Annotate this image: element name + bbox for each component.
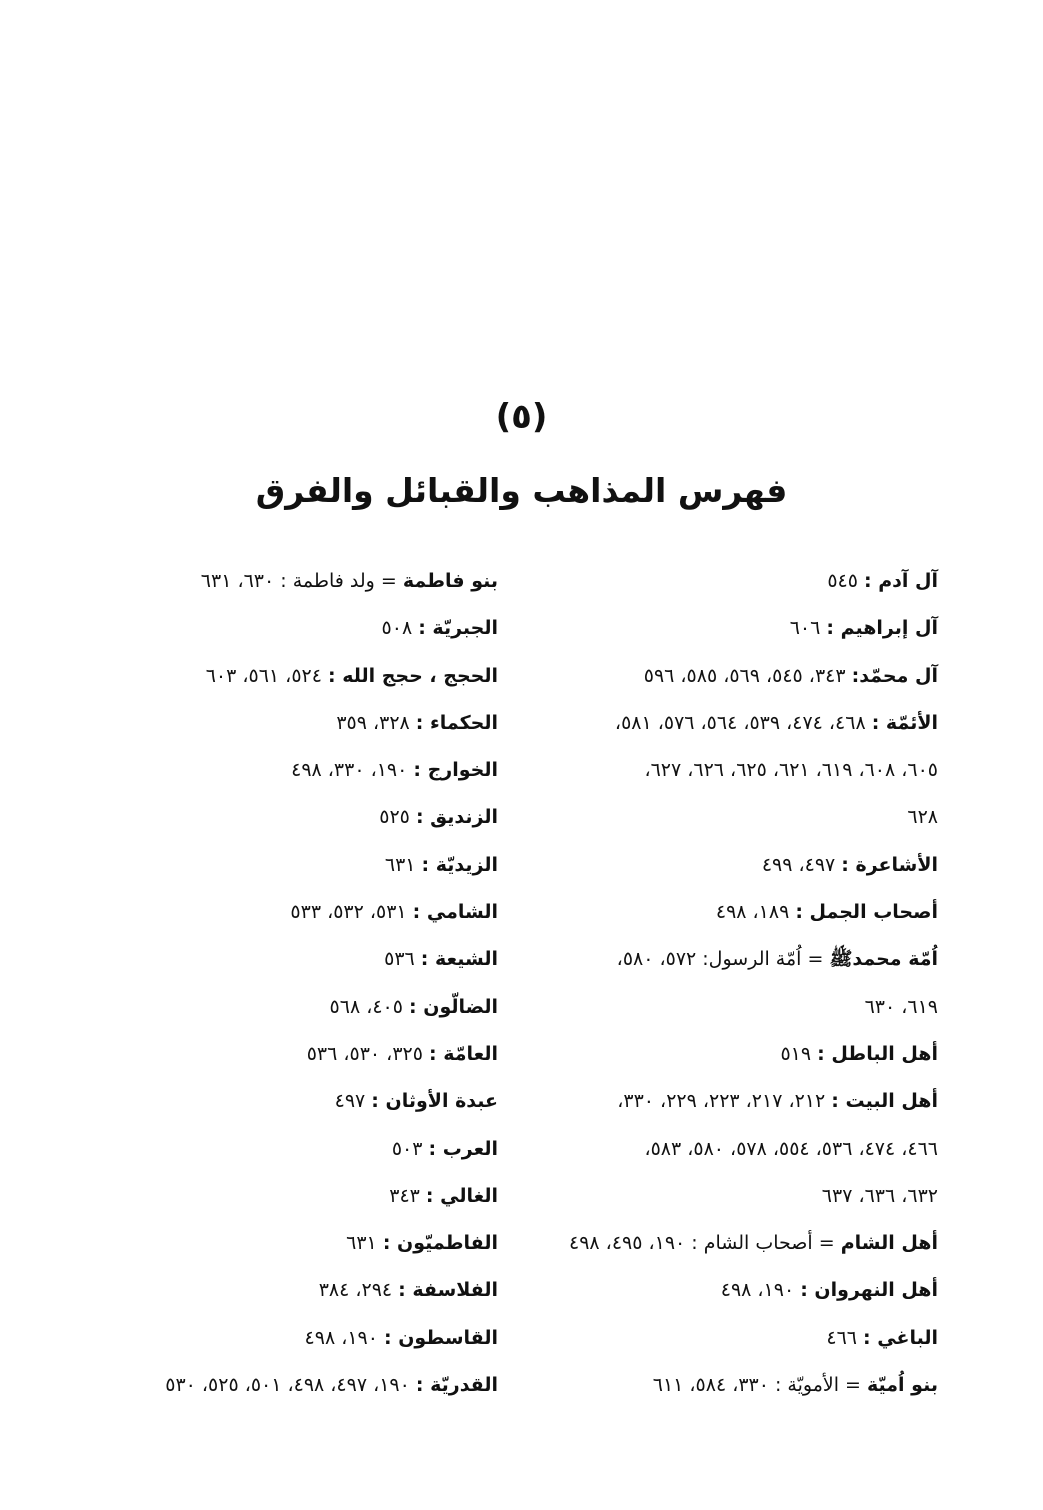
entry-term: الباغي : bbox=[863, 1326, 938, 1349]
entry-pages: ٤٦٨، ٤٧٤، ٥٣٩، ٥٦٤، ٥٧٦، ٥٨١، bbox=[614, 711, 872, 734]
entry-pages: ٤٦٦، ٤٧٤، ٥٣٦، ٥٥٤، ٥٧٨، ٥٨٠، ٥٨٣، bbox=[644, 1137, 938, 1160]
index-column-left bbox=[48, 562, 498, 1413]
index-entry bbox=[48, 798, 498, 845]
index-entry bbox=[533, 562, 938, 609]
entry-pages: ٣٤٣ bbox=[389, 1184, 426, 1207]
index-entry bbox=[533, 657, 938, 704]
index-entry bbox=[533, 1035, 938, 1082]
entry-pages: ٦٢٨ bbox=[907, 806, 938, 829]
entry-pages: ١٩٠، ٣٣٠، ٤٩٨ bbox=[291, 759, 414, 782]
index-entry bbox=[533, 940, 938, 987]
entry-pages: ١٩٠، ٤٩٨ bbox=[720, 1279, 801, 1302]
index-entry bbox=[533, 1366, 938, 1413]
index-entry bbox=[48, 940, 498, 987]
index-entry bbox=[48, 1319, 498, 1366]
chapter-number: (٥) bbox=[495, 397, 548, 437]
entry-pages: ٦٠٦ bbox=[789, 617, 827, 640]
index-entry bbox=[48, 1082, 498, 1129]
index-entry bbox=[533, 609, 938, 656]
index-entry bbox=[533, 1082, 938, 1129]
entry-term: العرب : bbox=[428, 1137, 498, 1160]
index-entry bbox=[48, 988, 498, 1035]
index-entry bbox=[48, 846, 498, 893]
index-column-right bbox=[533, 562, 938, 1413]
entry-pages: ٦٣١ bbox=[346, 1232, 383, 1255]
entry-term: بنو فاطمة bbox=[402, 570, 498, 592]
page-title: فهرس المذاهب والقبائل والفرق bbox=[255, 471, 788, 510]
entry-pages: ٣٢٥، ٥٣٠، ٥٣٦ bbox=[306, 1042, 429, 1065]
entry-pages: ٥٤٥ bbox=[827, 570, 864, 592]
index-entry-continuation bbox=[533, 988, 938, 1035]
index-entry bbox=[48, 1177, 498, 1224]
entry-pages: ١٩٠، ٤٩٧، ٤٩٨، ٥٠١، ٥٢٥، ٥٣٠ bbox=[165, 1374, 416, 1397]
entry-term: الشيعة : bbox=[420, 948, 498, 971]
index-entry bbox=[48, 1224, 498, 1271]
entry-term: آل محمّد: bbox=[851, 664, 938, 687]
index-entry bbox=[533, 1224, 938, 1271]
index-entry bbox=[533, 1271, 938, 1318]
index-entry bbox=[48, 1035, 498, 1082]
entry-pages: = اُمّة الرسول: ٥٧٢، ٥٨٠، bbox=[616, 948, 830, 971]
entry-pages: ٥٣١، ٥٣٢، ٥٣٣ bbox=[290, 901, 413, 924]
index-entry bbox=[48, 562, 498, 609]
entry-term: بنو اُميّة bbox=[867, 1374, 938, 1397]
entry-term: عبدة الأوثان : bbox=[371, 1090, 498, 1113]
entry-pages: ٥٣٦ bbox=[384, 948, 421, 971]
entry-term: الزنديق : bbox=[415, 806, 498, 829]
entry-term: أهل الباطل : bbox=[817, 1042, 938, 1065]
entry-pages: ٥٢٥ bbox=[379, 806, 416, 829]
index-entry bbox=[533, 893, 938, 940]
entry-pages: ٤٩٧ bbox=[334, 1090, 372, 1113]
index-entry bbox=[48, 1271, 498, 1318]
entry-term: الحكماء : bbox=[415, 711, 498, 734]
entry-pages: ٦٠٥، ٦٠٨، ٦١٩، ٦٢١، ٦٢٥، ٦٢٦، ٦٢٧، bbox=[644, 759, 938, 782]
entry-pages: ٦٣٢، ٦٣٦، ٦٣٧ bbox=[821, 1184, 938, 1207]
entry-pages: = أصحاب الشام : ١٩٠، ٤٩٥، ٤٩٨ bbox=[569, 1232, 841, 1255]
entry-term: الحجج ، حجج الله : bbox=[327, 664, 498, 687]
entry-pages: ٤٠٥، ٥٦٨ bbox=[329, 995, 410, 1018]
entry-pages: = ولد فاطمة : ٦٣٠، ٦٣١ bbox=[200, 570, 403, 592]
entry-term: آل آدم : bbox=[863, 570, 938, 592]
entry-term: أهل الشام bbox=[840, 1232, 938, 1255]
entry-pages: ٤٦٦ bbox=[826, 1326, 864, 1349]
entry-term: القاسطون : bbox=[384, 1326, 498, 1349]
entry-term: الغالي : bbox=[425, 1184, 498, 1207]
entry-pages: ٦١٩، ٦٣٠ bbox=[864, 995, 938, 1018]
index-entry-continuation bbox=[533, 751, 938, 798]
entry-pages: ٣٢٨، ٣٥٩ bbox=[336, 711, 416, 734]
entry-term: الخوارج : bbox=[413, 759, 498, 782]
entry-term: الجبريّة : bbox=[418, 617, 498, 640]
entry-term: الشامي : bbox=[412, 901, 498, 924]
index-entry bbox=[48, 751, 498, 798]
entry-pages: ٥٠٣ bbox=[391, 1137, 429, 1160]
index-entry bbox=[533, 704, 938, 751]
index-entry bbox=[48, 657, 498, 704]
index-entry-continuation bbox=[533, 1177, 938, 1224]
entry-term: أهل النهروان : bbox=[800, 1279, 938, 1302]
entry-term: الضالّون : bbox=[409, 995, 498, 1018]
entry-term: أصحاب الجمل : bbox=[795, 901, 938, 924]
entry-term: العامّة : bbox=[428, 1042, 498, 1065]
entry-pages: ٤٩٧، ٤٩٩ bbox=[761, 853, 842, 876]
index-entry bbox=[48, 1130, 498, 1177]
entry-term: الأشاعرة : bbox=[841, 853, 938, 876]
entry-pages: = الأمويّة : ٣٣٠، ٥٨٤، ٦١١ bbox=[652, 1374, 868, 1397]
index-entry bbox=[533, 846, 938, 893]
entry-term: الأئمّة : bbox=[871, 711, 938, 734]
entry-term: الفاطميّون : bbox=[382, 1232, 498, 1255]
entry-term: الزيديّة : bbox=[421, 853, 498, 876]
entry-term: الفلاسفة : bbox=[398, 1279, 498, 1302]
entry-pages: ٦٣١ bbox=[384, 853, 422, 876]
entry-term: القدريّة : bbox=[415, 1374, 498, 1397]
entry-pages: ٥١٩ bbox=[780, 1042, 818, 1065]
entry-term: أهل البيت : bbox=[831, 1090, 938, 1113]
entry-pages: ٢١٢، ٢١٧، ٢٢٣، ٢٢٩، ٣٣٠، bbox=[617, 1090, 832, 1113]
index-entry bbox=[48, 1366, 498, 1413]
index-entry bbox=[48, 609, 498, 656]
index-entry bbox=[48, 704, 498, 751]
index-entry bbox=[533, 1319, 938, 1366]
entry-term: آل إبراهيم : bbox=[826, 617, 938, 640]
entry-pages: ٥٢٤، ٥٦١، ٦٠٣ bbox=[205, 664, 328, 687]
entry-pages: ١٩٠، ٤٩٨ bbox=[304, 1326, 384, 1349]
entry-term: اُمّة محمدﷺ bbox=[829, 948, 938, 971]
entry-pages: ٢٩٤، ٣٨٤ bbox=[318, 1279, 399, 1302]
entry-pages: ٣٤٣، ٥٤٥، ٥٦٩، ٥٨٥، ٥٩٦ bbox=[643, 664, 852, 687]
index-entry bbox=[48, 893, 498, 940]
index-entry-continuation bbox=[533, 798, 938, 845]
entry-pages: ٥٠٨ bbox=[381, 617, 419, 640]
entry-pages: ١٨٩، ٤٩٨ bbox=[715, 901, 796, 924]
index-entry-continuation bbox=[533, 1130, 938, 1177]
